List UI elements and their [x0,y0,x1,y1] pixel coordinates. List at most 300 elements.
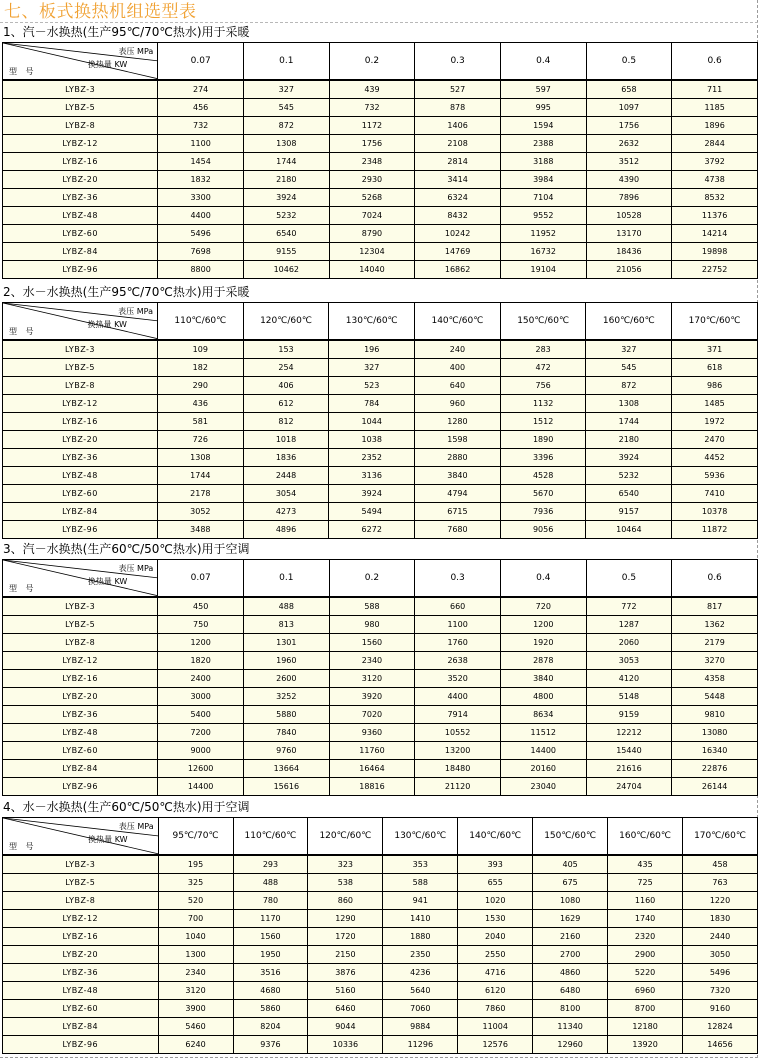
value-cell: 371 [672,340,758,359]
value-cell: 13200 [415,742,501,760]
pressure-label: 表压 MPa [118,564,154,573]
table-row [3,778,758,796]
table-row [3,688,758,706]
section-title: 2、水－水换热(生产95℃/70℃热水)用于采暖 [3,285,250,299]
model-cell: LYBZ-60 [3,1000,159,1018]
table-row [3,449,758,467]
value-cell: 1836 [243,449,329,467]
value-cell: 3120 [158,982,233,1000]
model-cell: LYBZ-84 [3,760,158,778]
value-cell: 4452 [672,449,758,467]
value-cell: 700 [158,910,233,928]
value-cell: 21056 [586,261,672,279]
value-cell: 2180 [586,431,672,449]
value-cell: 2600 [243,670,329,688]
section-title: 4、水－水换热(生产60℃/50℃热水)用于空调 [3,800,250,814]
value-cell: 784 [329,395,415,413]
value-cell: 1530 [458,910,533,928]
model-cell: LYBZ-96 [3,1036,159,1054]
column-header: 0.07 [158,43,244,81]
value-cell: 6540 [586,485,672,503]
value-cell: 7698 [158,243,244,261]
table-row [3,243,758,261]
value-cell: 11004 [458,1018,533,1036]
value-cell: 9159 [586,706,672,724]
value-cell: 254 [243,359,329,377]
value-cell: 15440 [586,742,672,760]
value-cell: 6960 [608,982,683,1000]
value-cell: 1020 [458,892,533,910]
value-cell: 1598 [415,431,501,449]
model-cell: LYBZ-5 [3,99,158,117]
model-cell: LYBZ-16 [3,670,158,688]
value-cell: 5268 [329,189,415,207]
model-cell: LYBZ-3 [3,80,158,99]
pressure-label: 表压 MPa [118,307,153,316]
value-cell: 8700 [608,1000,683,1018]
value-cell: 14656 [683,1036,758,1054]
value-cell: 8790 [329,225,415,243]
value-cell: 24704 [586,778,672,796]
value-cell: 878 [415,99,501,117]
value-cell: 3136 [329,467,415,485]
model-cell: LYBZ-12 [3,135,158,153]
column-header: 0.07 [158,560,244,598]
value-cell: 6324 [415,189,501,207]
section-title: 3、汽－水换热(生产60℃/50℃热水)用于空调 [3,542,250,556]
value-cell: 406 [243,377,329,395]
value-cell: 10462 [243,261,329,279]
value-cell: 4273 [243,503,329,521]
value-cell: 725 [608,874,683,892]
value-cell: 1301 [243,634,329,652]
value-cell: 9000 [158,742,244,760]
value-cell: 1280 [415,413,501,431]
value-cell: 182 [157,359,243,377]
column-header: 120℃/60℃ [308,818,383,856]
table-row [3,1036,758,1054]
model-label: 型 号 [9,327,37,336]
value-cell: 3120 [329,670,415,688]
value-cell: 7200 [158,724,244,742]
table-row [3,892,758,910]
value-cell: 2160 [533,928,608,946]
value-cell: 1044 [329,413,415,431]
model-cell: LYBZ-36 [3,706,158,724]
diagonal-header-cell [3,303,158,341]
value-cell: 3488 [157,521,243,539]
value-cell: 4400 [158,207,244,225]
value-cell: 6272 [329,521,415,539]
value-cell: 5880 [243,706,329,724]
table-row [3,964,758,982]
value-cell: 7320 [683,982,758,1000]
value-cell: 817 [672,597,758,616]
model-label: 型 号 [9,842,37,851]
table-row [3,261,758,279]
value-cell: 18480 [415,760,501,778]
value-cell: 1560 [233,928,308,946]
value-cell: 3252 [243,688,329,706]
model-cell: LYBZ-36 [3,449,158,467]
value-cell: 2178 [157,485,243,503]
table-row [3,153,758,171]
model-cell: LYBZ-16 [3,153,158,171]
value-cell: 4236 [383,964,458,982]
model-cell: LYBZ-96 [3,521,158,539]
value-cell: 9360 [329,724,415,742]
value-cell: 2880 [415,449,501,467]
model-cell: LYBZ-16 [3,928,159,946]
table-row [3,982,758,1000]
value-cell: 12960 [533,1036,608,1054]
value-cell: 1760 [415,634,501,652]
table-row [3,855,758,874]
value-cell: 16340 [672,742,758,760]
value-cell: 1040 [158,928,233,946]
value-cell: 5220 [608,964,683,982]
value-cell: 4794 [415,485,501,503]
table-row [3,189,758,207]
model-cell: LYBZ-96 [3,778,158,796]
value-cell: 2108 [415,135,501,153]
model-cell: LYBZ-36 [3,189,158,207]
value-cell: 4800 [500,688,586,706]
value-cell: 488 [243,597,329,616]
column-header: 140℃/60℃ [415,303,501,341]
model-cell: LYBZ-36 [3,964,159,982]
value-cell: 436 [157,395,243,413]
value-cell: 1744 [586,413,672,431]
model-cell: LYBZ-5 [3,874,159,892]
value-cell: 655 [458,874,533,892]
value-cell: 283 [500,340,586,359]
header-row [3,560,758,598]
value-cell: 6460 [308,1000,383,1018]
table-row [3,597,758,616]
value-cell: 1185 [672,99,758,117]
value-cell: 1220 [683,892,758,910]
value-cell: 1896 [672,117,758,135]
value-cell: 8432 [415,207,501,225]
model-cell: LYBZ-60 [3,742,158,760]
value-cell: 10378 [672,503,758,521]
value-cell: 2340 [158,964,233,982]
pressure-label: 表压 MPa [118,47,154,56]
value-cell: 5232 [586,467,672,485]
column-header: 110℃/60℃ [233,818,308,856]
value-cell: 9157 [586,503,672,521]
value-cell: 1100 [415,616,501,634]
value-cell: 15616 [243,778,329,796]
value-cell: 9760 [243,742,329,760]
value-cell: 109 [157,340,243,359]
value-cell: 2878 [500,652,586,670]
model-cell: LYBZ-48 [3,207,158,225]
value-cell: 3900 [158,1000,233,1018]
value-cell: 5640 [383,982,458,1000]
model-cell: LYBZ-96 [3,261,158,279]
value-cell: 2900 [608,946,683,964]
table-row [3,1000,758,1018]
value-cell: 8634 [500,706,586,724]
header-row [3,818,758,856]
section-title: 1、汽－水换热(生产95℃/70℃热水)用于采暖 [3,25,250,39]
value-cell: 456 [158,99,244,117]
value-cell: 7024 [329,207,415,225]
value-cell: 2350 [383,946,458,964]
model-cell: LYBZ-48 [3,724,158,742]
value-cell: 20160 [500,760,586,778]
value-cell: 732 [329,99,415,117]
value-cell: 3053 [586,652,672,670]
value-cell: 3840 [500,670,586,688]
value-cell: 3050 [683,946,758,964]
diagonal-header-cell [3,43,158,81]
value-cell: 1080 [533,892,608,910]
value-cell: 290 [157,377,243,395]
value-cell: 14400 [500,742,586,760]
table-row [3,503,758,521]
model-cell: LYBZ-60 [3,225,158,243]
value-cell: 450 [158,597,244,616]
value-cell: 7860 [458,1000,533,1018]
value-cell: 597 [500,80,586,99]
value-cell: 545 [586,359,672,377]
value-cell: 2179 [672,634,758,652]
table-row [3,874,758,892]
table-row [3,928,758,946]
column-header: 0.1 [243,43,329,81]
value-cell: 1744 [157,467,243,485]
value-cell: 5494 [329,503,415,521]
value-cell: 9552 [500,207,586,225]
value-cell: 1410 [383,910,458,928]
value-cell: 2150 [308,946,383,964]
value-cell: 5148 [586,688,672,706]
value-cell: 4400 [415,688,501,706]
value-cell: 726 [157,431,243,449]
value-cell: 538 [308,874,383,892]
value-cell: 327 [329,359,415,377]
value-cell: 1287 [586,616,672,634]
column-header: 150℃/60℃ [533,818,608,856]
value-cell: 1720 [308,928,383,946]
value-cell: 1308 [243,135,329,153]
column-header: 95℃/70℃ [158,818,233,856]
table-row [3,225,758,243]
table-row [3,207,758,225]
value-cell: 2040 [458,928,533,946]
model-cell: LYBZ-48 [3,982,159,1000]
selection-table [2,42,758,279]
value-cell: 274 [158,80,244,99]
column-header: 0.5 [586,43,672,81]
value-cell: 5232 [243,207,329,225]
value-cell: 7936 [500,503,586,521]
value-cell: 1512 [500,413,586,431]
value-cell: 711 [672,80,758,99]
value-cell: 2550 [458,946,533,964]
value-cell: 1362 [672,616,758,634]
value-cell: 12212 [586,724,672,742]
value-cell: 1200 [158,634,244,652]
value-cell: 7060 [383,1000,458,1018]
value-cell: 1018 [243,431,329,449]
value-cell: 9884 [383,1018,458,1036]
table-row [3,742,758,760]
model-cell: LYBZ-84 [3,1018,159,1036]
value-cell: 3792 [672,153,758,171]
value-cell: 1740 [608,910,683,928]
value-cell: 1880 [383,928,458,946]
model-cell: LYBZ-5 [3,616,158,634]
value-cell: 1200 [500,616,586,634]
value-cell: 813 [243,616,329,634]
value-cell: 9160 [683,1000,758,1018]
value-cell: 393 [458,855,533,874]
value-cell: 21120 [415,778,501,796]
value-cell: 13664 [243,760,329,778]
value-cell: 5860 [233,1000,308,1018]
column-header: 0.3 [415,560,501,598]
value-cell: 1830 [683,910,758,928]
value-cell: 14214 [672,225,758,243]
value-cell: 658 [586,80,672,99]
column-header: 160℃/60℃ [586,303,672,341]
value-cell: 2930 [329,171,415,189]
column-header: 0.5 [586,560,672,598]
value-cell: 9056 [500,521,586,539]
value-cell: 4528 [500,467,586,485]
value-cell: 763 [683,874,758,892]
model-cell: LYBZ-12 [3,910,159,928]
value-cell: 2348 [329,153,415,171]
page-title: 七、板式换热机组选型表 [4,2,197,22]
value-cell: 5448 [672,688,758,706]
value-cell: 13080 [672,724,758,742]
value-cell: 7020 [329,706,415,724]
value-cell: 5496 [158,225,244,243]
table-row [3,340,758,359]
value-cell: 1100 [158,135,244,153]
value-cell: 1972 [672,413,758,431]
heat-capacity-label: 换热量 KW [87,60,128,69]
value-cell: 3516 [233,964,308,982]
value-cell: 4716 [458,964,533,982]
value-cell: 772 [586,597,672,616]
value-cell: 488 [233,874,308,892]
column-header: 170℃/60℃ [683,818,758,856]
value-cell: 1454 [158,153,244,171]
value-cell: 10552 [415,724,501,742]
model-cell: LYBZ-12 [3,652,158,670]
value-cell: 3984 [500,171,586,189]
table-row [3,521,758,539]
value-cell: 545 [243,99,329,117]
value-cell: 327 [586,340,672,359]
value-cell: 3300 [158,189,244,207]
value-cell: 7680 [415,521,501,539]
value-cell: 353 [383,855,458,874]
value-cell: 941 [383,892,458,910]
model-cell: LYBZ-60 [3,485,158,503]
pressure-label: 表压 MPa [118,822,154,831]
value-cell: 14400 [158,778,244,796]
value-cell: 2448 [243,467,329,485]
value-cell: 23040 [500,778,586,796]
diagonal-header-cell [3,560,158,598]
value-cell: 720 [500,597,586,616]
value-cell: 675 [533,874,608,892]
value-cell: 2700 [533,946,608,964]
value-cell: 1290 [308,910,383,928]
value-cell: 4896 [243,521,329,539]
value-cell: 1756 [329,135,415,153]
model-cell: LYBZ-8 [3,117,158,135]
value-cell: 2060 [586,634,672,652]
value-cell: 618 [672,359,758,377]
table-row [3,706,758,724]
model-cell: LYBZ-3 [3,340,158,359]
value-cell: 2352 [329,449,415,467]
value-cell: 1485 [672,395,758,413]
heat-capacity-label: 换热量 KW [87,320,127,329]
value-cell: 11376 [672,207,758,225]
column-header: 0.1 [243,560,329,598]
heat-capacity-label: 换热量 KW [87,577,128,586]
value-cell: 12600 [158,760,244,778]
value-cell: 6540 [243,225,329,243]
diagonal-header-cell [3,818,159,856]
header-row [3,43,758,81]
value-cell: 527 [415,80,501,99]
value-cell: 9044 [308,1018,383,1036]
value-cell: 960 [415,395,501,413]
value-cell: 1920 [500,634,586,652]
value-cell: 18816 [329,778,415,796]
value-cell: 472 [500,359,586,377]
value-cell: 3840 [415,467,501,485]
value-cell: 327 [243,80,329,99]
value-cell: 756 [500,377,586,395]
value-cell: 153 [243,340,329,359]
value-cell: 588 [329,597,415,616]
value-cell: 588 [383,874,458,892]
table-row [3,359,758,377]
value-cell: 2340 [329,652,415,670]
value-cell: 1300 [158,946,233,964]
value-cell: 12304 [329,243,415,261]
value-cell: 6120 [458,982,533,1000]
value-cell: 18436 [586,243,672,261]
column-header: 0.3 [415,43,501,81]
column-header: 0.6 [672,43,758,81]
value-cell: 3520 [415,670,501,688]
column-header: 0.2 [329,560,415,598]
value-cell: 2180 [243,171,329,189]
value-cell: 10528 [586,207,672,225]
value-cell: 195 [158,855,233,874]
column-header: 130℃/60℃ [329,303,415,341]
column-header: 130℃/60℃ [383,818,458,856]
value-cell: 12576 [458,1036,533,1054]
model-cell: LYBZ-20 [3,431,158,449]
value-cell: 520 [158,892,233,910]
value-cell: 780 [233,892,308,910]
value-cell: 3924 [243,189,329,207]
value-cell: 2638 [415,652,501,670]
